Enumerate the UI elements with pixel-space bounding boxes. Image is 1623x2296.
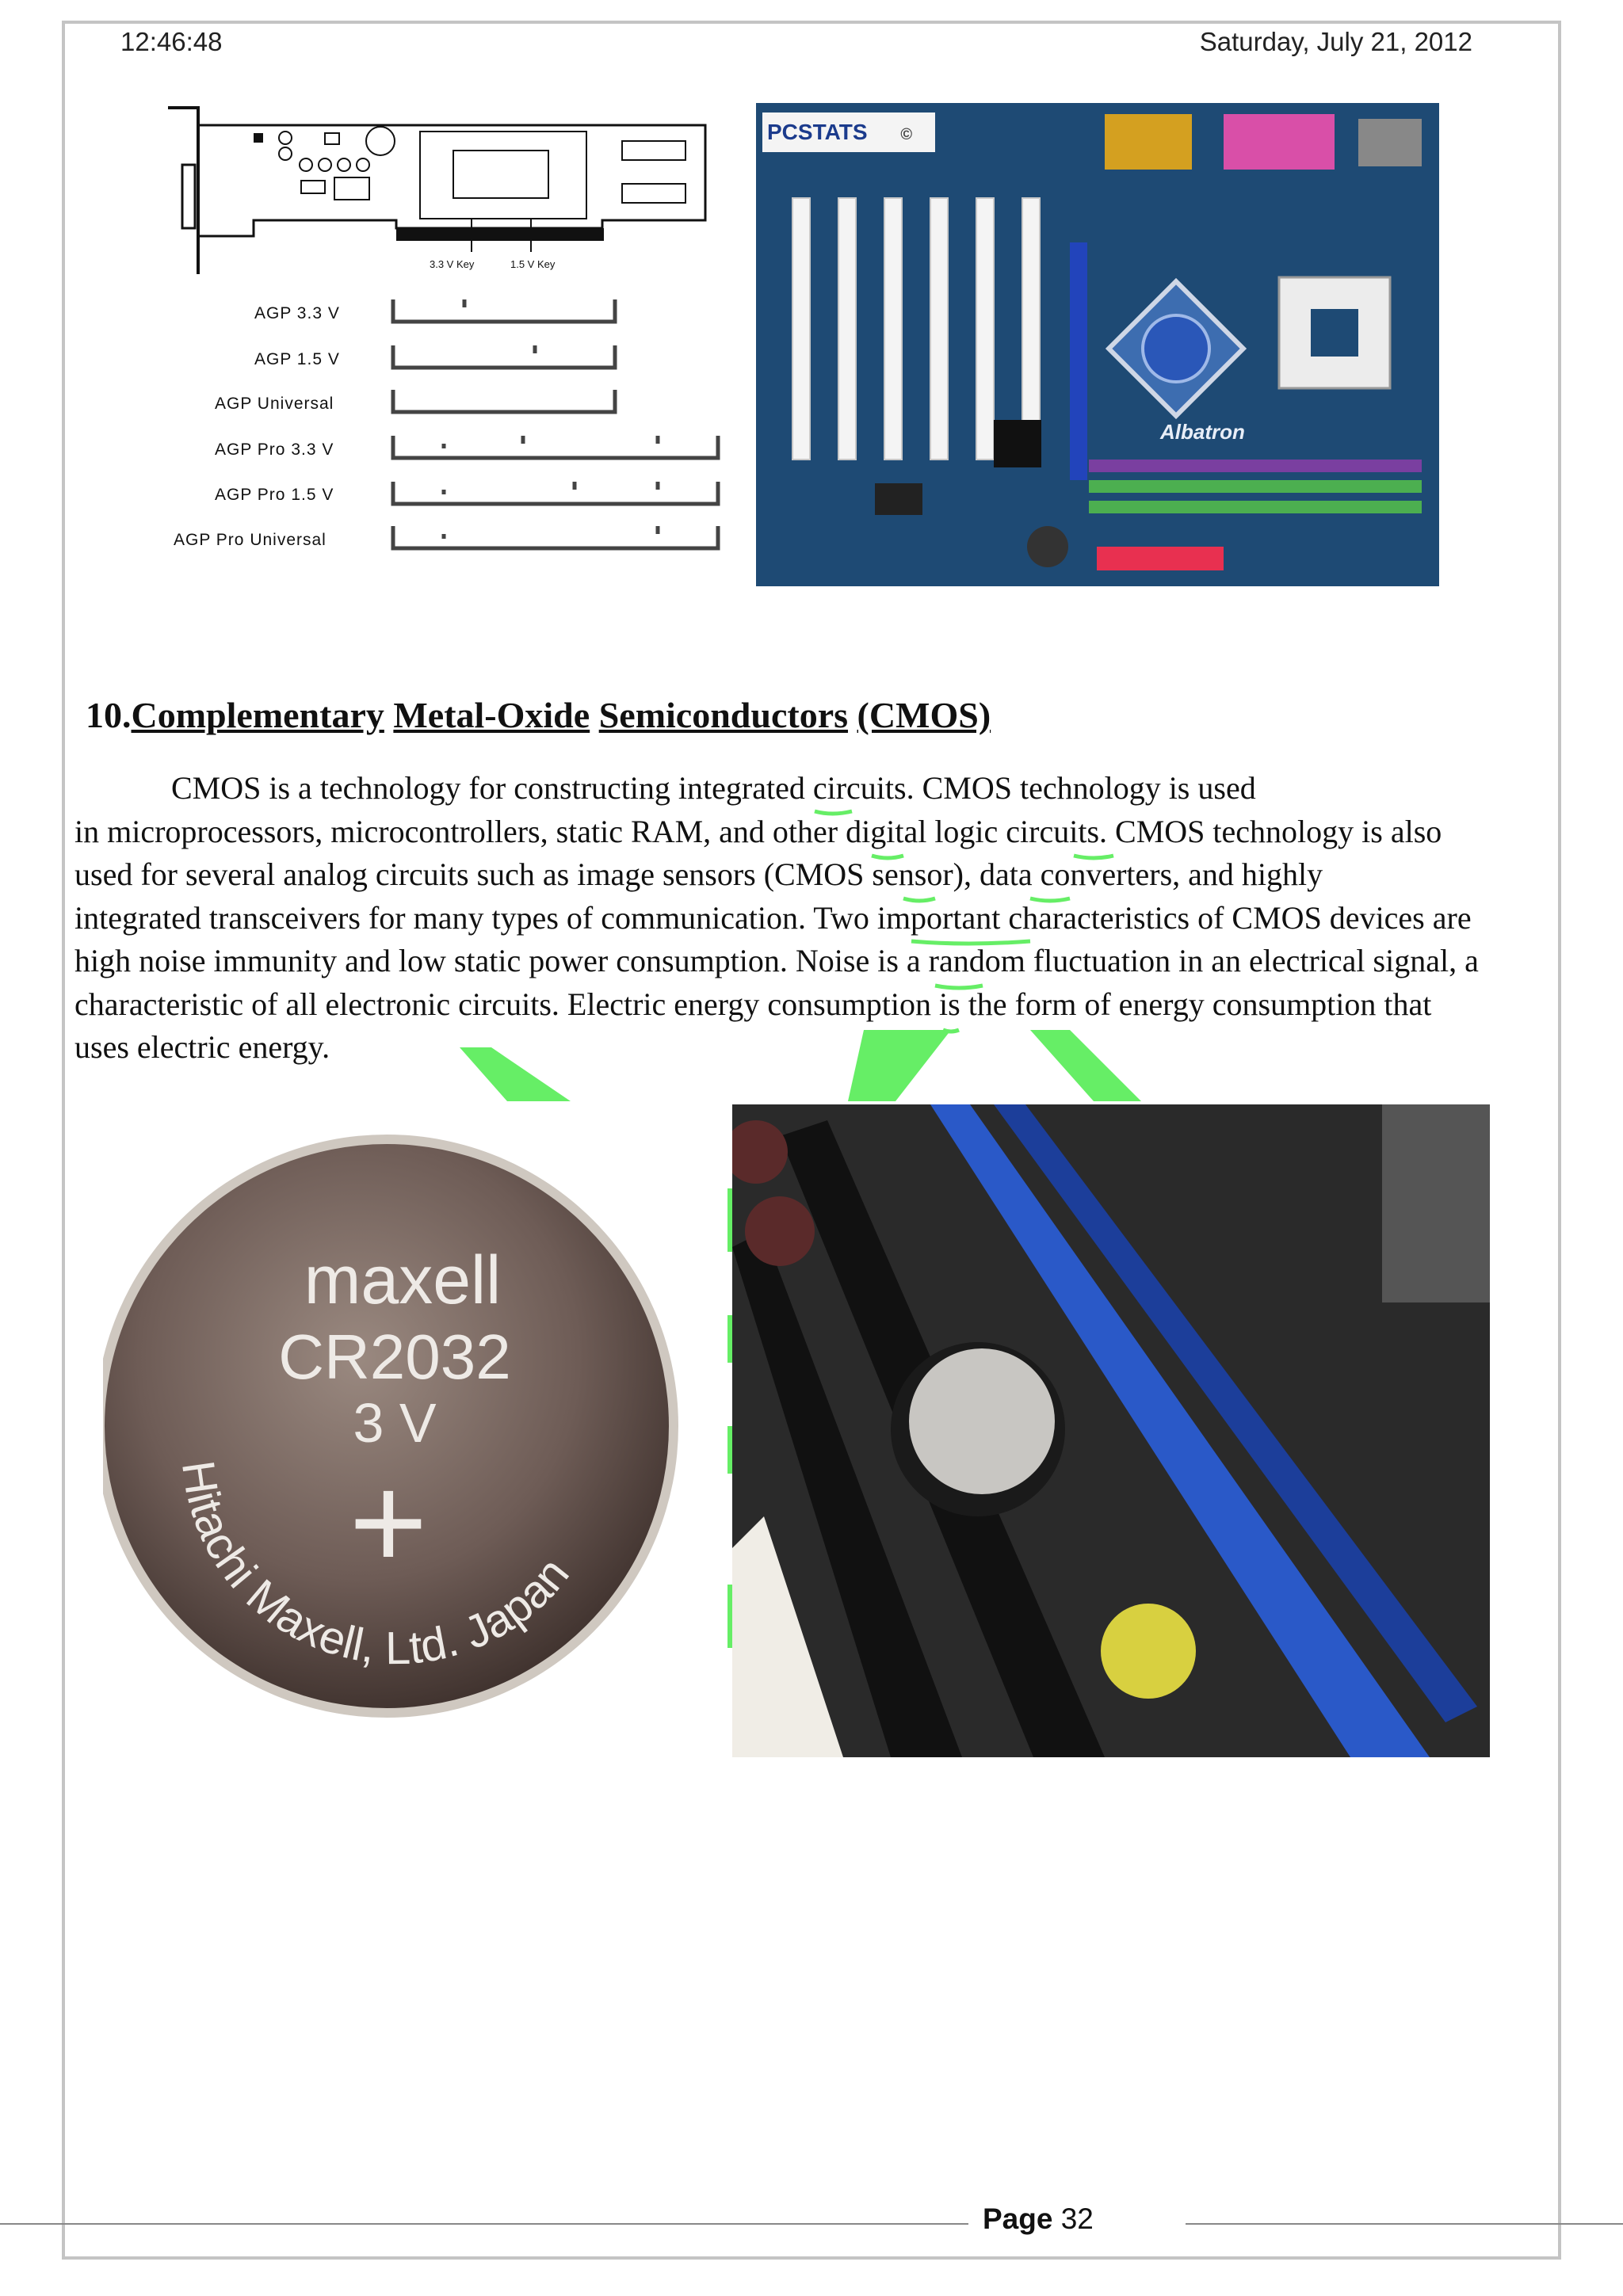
- key-label-3v3: 3.3 V Key: [430, 258, 475, 270]
- battery-brand: maxell: [304, 1242, 502, 1318]
- paragraph-line-4: integrated transceivers for many types of communication. Two important characteristics of CMOS devices are: [74, 899, 1472, 936]
- heading-word-3: Semiconductors: [598, 695, 849, 735]
- slot-label-agp-3v3: AGP 3.3 V: [254, 304, 340, 322]
- paragraph-line-6: characteristic of all electronic circuits. Electric energy consumption is the form of energy consumption that: [74, 986, 1432, 1022]
- paragraph-line-5: high noise immunity and low static power consumption. Noise is a random fluctuation in an electrical signal, a: [74, 943, 1479, 978]
- cmos-battery-closeup-photo: [732, 1104, 1490, 1757]
- paragraph-line-1: CMOS is a technology for constructing integrated circuits. CMOS technology is used: [171, 770, 1256, 806]
- footer-rule-right: [1186, 2223, 1623, 2225]
- battery-model: CR2032: [278, 1322, 511, 1392]
- heading-word-4: (CMOS): [857, 695, 991, 735]
- header-time: 12:46:48: [120, 27, 223, 56]
- slot-label-agp-pro-3v3: AGP Pro 3.3 V: [215, 441, 334, 459]
- albatron-brand-text: Albatron: [1160, 420, 1245, 444]
- battery-plus-symbol: +: [349, 1447, 428, 1598]
- paragraph-line-7: uses electric energy.: [74, 1029, 330, 1065]
- battery-voltage: 3 V: [353, 1392, 437, 1454]
- cr2032-battery-photo: [103, 1109, 705, 1727]
- battery-manufacturer-text: Hitachi Maxell, Ltd. Japan: [171, 1457, 579, 1675]
- section-number: 10.: [86, 695, 132, 735]
- pcstats-text: PCSTATS: [767, 120, 868, 144]
- copyright-symbol: ©: [900, 126, 913, 143]
- footer-rule-left: [0, 2223, 968, 2225]
- page-number: [983, 2203, 1094, 2236]
- slot-label-agp-universal: AGP Universal: [215, 395, 334, 413]
- slot-label-agp-1v5: AGP 1.5 V: [254, 350, 340, 368]
- slot-label-agp-pro-universal: AGP Pro Universal: [174, 531, 327, 549]
- header-date: Saturday, July 21, 2012: [1199, 27, 1472, 56]
- slot-label-agp-pro-1v5: AGP Pro 1.5 V: [215, 486, 334, 504]
- paragraph-line-2: in microprocessors, microcontrollers, static RAM, and other digital logic circuits. CMOS technology is also: [74, 813, 1442, 849]
- heading-word-1: Complementary: [131, 695, 384, 735]
- paragraph-line-3: used for several analog circuits such as image sensors (CMOS sensor), data converters, and highly: [74, 856, 1323, 892]
- heading-word-2: Metal-Oxide: [393, 695, 590, 735]
- key-label-1v5: 1.5 V Key: [510, 258, 556, 270]
- page-label: Page: [983, 2203, 1053, 2235]
- page-number-value: 32: [1060, 2203, 1094, 2235]
